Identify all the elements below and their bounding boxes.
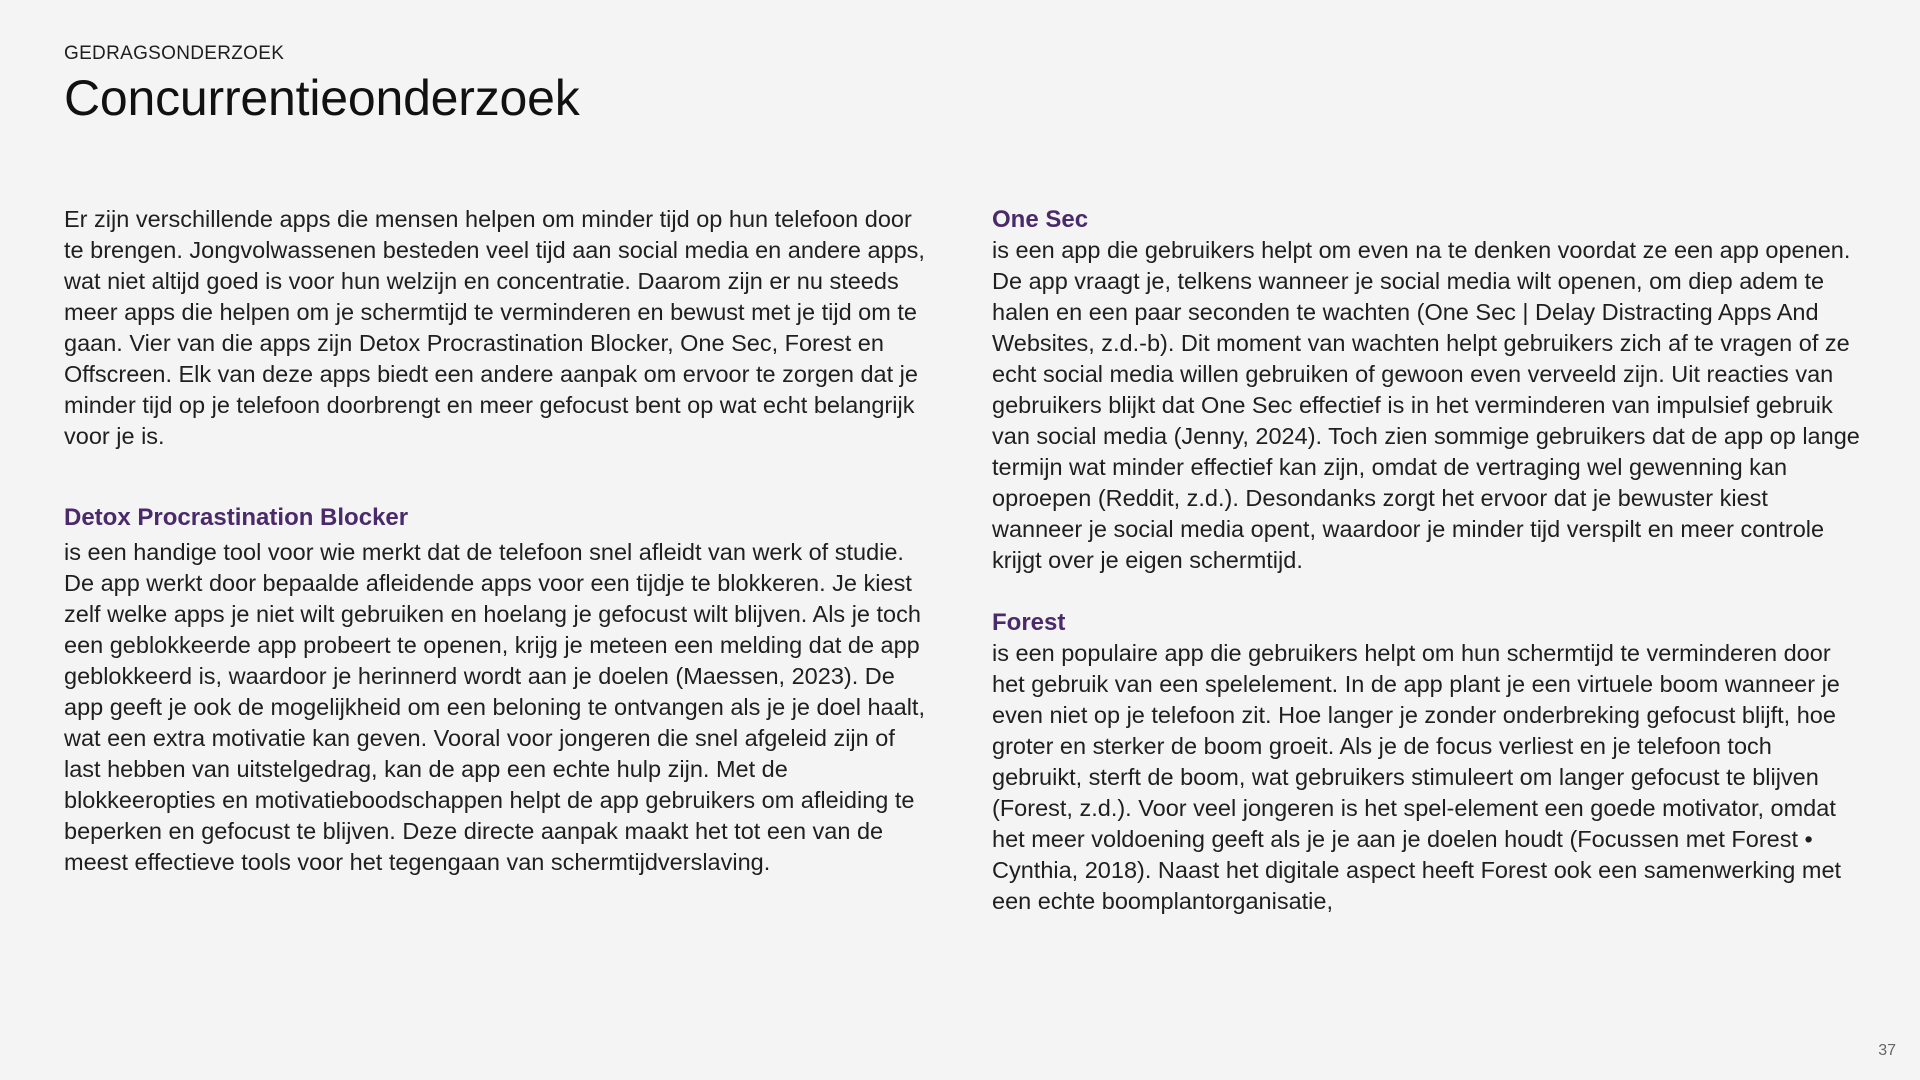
forest-paragraph: is een populaire app die gebruikers helpt om hun schermtijd te verminderen door het gebruik van een spelelement. In de app plant je een virtuele boom wanneer je even niet op je telefoon zit. Hoe langer je zonder onderbreking gefocust blijft, hoe groter en sterker de boom groeit. Als je de focus verliest en je telefoon toch gebruikt, sterft de boom, wat gebruikers stimuleert om langer gefocust te blijven (Forest, z.d.). Voor veel jongeren is het spel-element een goede motivator, omdat het meer voldoening geeft als je je aan je doelen houdt (Focussen met Forest • Cynthia, 2018). Naast het digitale aspect heeft Forest ook een samenwerking met een echte boomplantorganisatie, (992, 640, 1842, 914)
intro-paragraph: Er zijn verschillende apps die mensen helpen om minder tijd op hun telefoon door te brengen. Jongvolwassenen besteden veel tijd aan social media en andere apps, wat niet altijd goed is voor hun welzijn en concentratie. Daarom zijn er nu steeds meer apps die helpen om je schermtijd te verminderen en bewust met je tijd om te gaan. Vier van die apps zijn Detox Procrastination Blocker, One Sec, Forest en Offscreen. Elk van deze apps biedt een andere aanpak om ervoor te zorgen dat je minder tijd op je telefoon doorbrengt en meer gefocust bent op wat echt belangrijk voor je is. (64, 206, 925, 449)
one-sec-paragraph: is een app die gebruikers helpt om even na te denken voordat ze een app openen. De app vraagt je, telkens wanneer je social media wilt openen, om diep adem te halen en een paar seconden te wachten (One Sec | Delay Distracting Apps And Websites, z.d.-b). Dit moment van wachten helpt gebruikers zich af te vragen of ze echt social media willen gebruiken of gewoon even verveeld zijn. Uit reacties van gebruikers blijkt dat One Sec effectief is in het verminderen van impulsief gebruik van social media (Jenny, 2024). Toch zien sommige gebruikers dat de app op lange termijn wat minder effectief kan zijn, omdat de vertraging wel gewenning kan oproepen (Reddit, z.d.). Desondanks zorgt het ervoor dat je bewuster kiest wanneer je social media opent, waardoor je minder tijd verspilt en meer controle krijgt over je eigen schermtijd. (992, 237, 1860, 573)
left-column (64, 204, 930, 878)
page-title: Concurrentieonderzoek (64, 70, 580, 126)
page-number: 37 (1878, 1042, 1896, 1059)
forest-section (992, 607, 1862, 917)
forest-heading: Forest (992, 609, 1066, 636)
detox-section (64, 502, 930, 878)
detox-paragraph: is een handige tool voor wie merkt dat de telefoon snel afleidt van werk of studie. De app werkt door bepaalde afleidende apps voor een tijdje te blokkeren. Je kiest zelf welke apps je niet wilt gebruiken en hoelang je gefocust wilt blijven. Als je toch een geblokkeerde app probeert te openen, krijg je meteen een melding dat de app geblokkeerd is, waardoor je herinnerd wordt aan je doelen (Maessen, 2023). De app geeft je ook de mogelijkheid om een beloning te ontvangen als je je doel haalt, wat een extra motivatie kan geven. Vooral voor jongeren die snel afgeleid zijn of last hebben van uitstelgedrag, kan de app een echte hulp zijn. Met de blokkeeropties en motivatieboodschappen helpt de app gebruikers om afleiding te beperken en gefocust te blijven. Deze directe aanpak maakt het tot een van de meest effectieve tools voor het tegengaan van schermtijdverslaving. (64, 539, 925, 875)
detox-heading: Detox Procrastination Blocker (64, 504, 409, 531)
right-column (992, 204, 1862, 917)
one-sec-section (992, 204, 1862, 576)
one-sec-heading: One Sec (992, 206, 1089, 233)
section-eyebrow: GEDRAGSONDERZOEK (64, 43, 285, 64)
